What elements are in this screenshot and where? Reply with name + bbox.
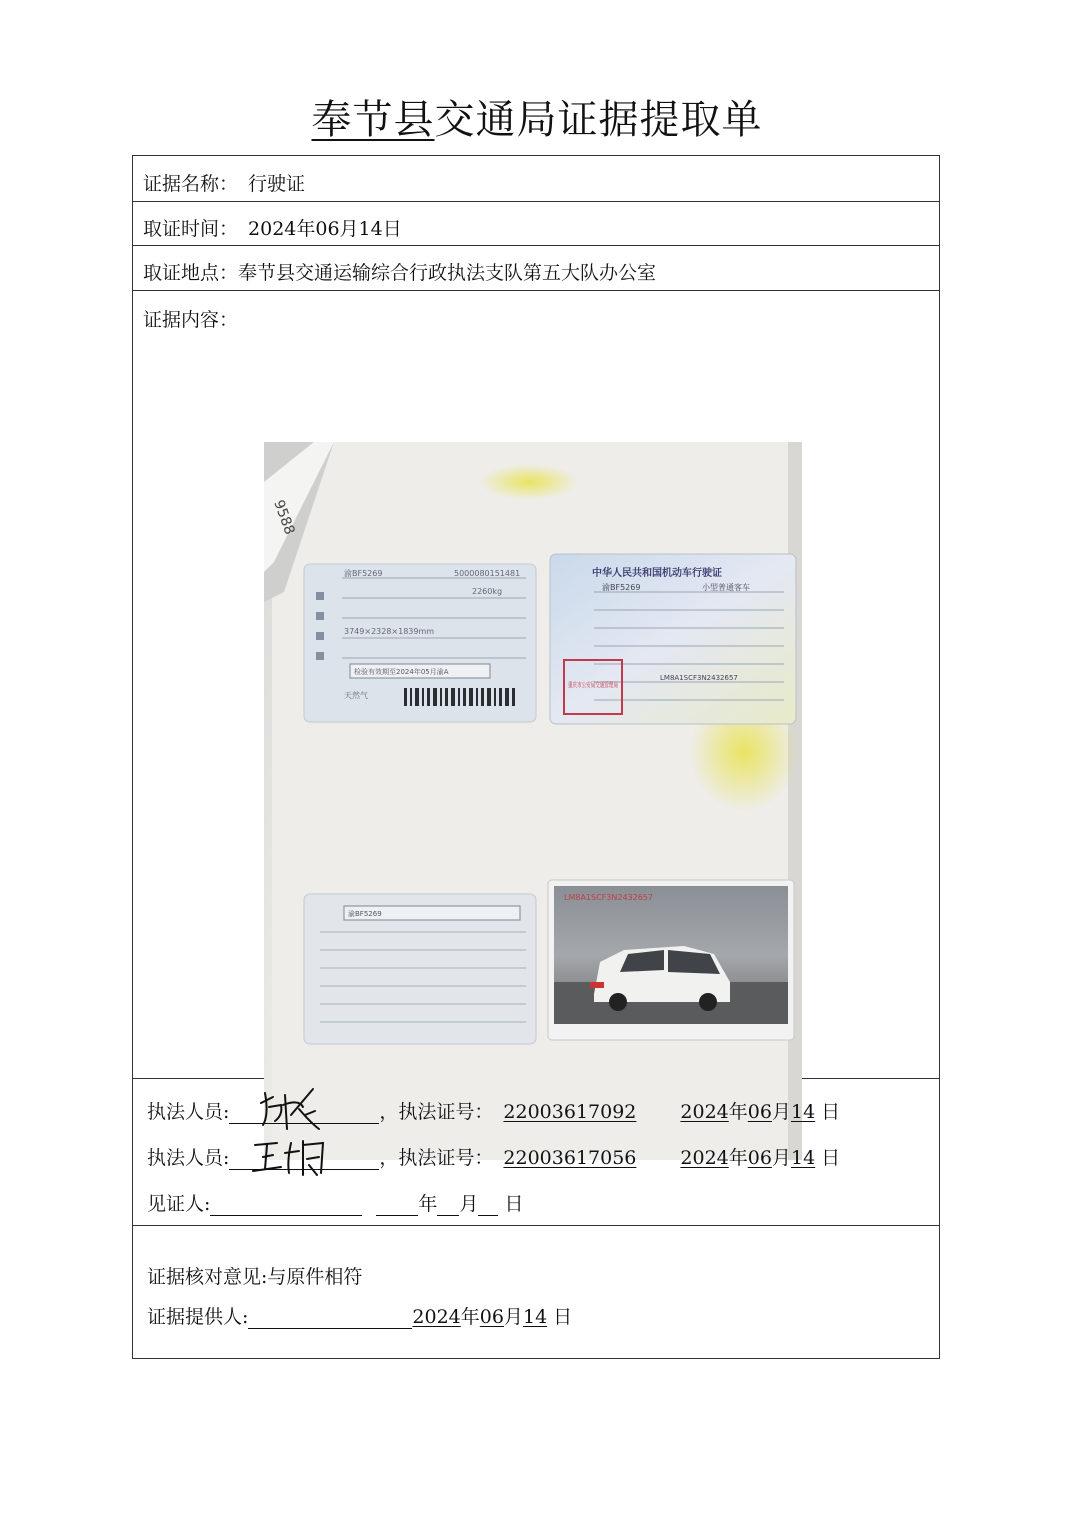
witness-signature-field[interactable] xyxy=(210,1193,362,1216)
officer-1-signature xyxy=(255,1085,327,1133)
svg-text:天然气: 天然气 xyxy=(344,691,368,700)
title-county: 奉节县 xyxy=(311,97,435,143)
officer-2-prefix: 执法人员: xyxy=(147,1147,230,1169)
officer-2-year: 2024 xyxy=(680,1147,729,1169)
evidence-form xyxy=(132,155,940,1359)
witness-prefix: 见证人: xyxy=(147,1193,211,1215)
title-rest: 交通局证据提取单 xyxy=(434,97,763,143)
officer-1-day-unit: 日 xyxy=(821,1101,841,1123)
svg-text:渝BF5269: 渝BF5269 xyxy=(602,583,641,592)
evidence-photo xyxy=(264,442,802,1160)
officer-1-month: 06 xyxy=(747,1101,772,1123)
svg-text:3749×2328×1839mm: 3749×2328×1839mm xyxy=(344,627,435,636)
officer-2-cert-label: ，执法证号： xyxy=(379,1147,494,1169)
provider-year: 2024 xyxy=(412,1306,461,1328)
witness-day-field[interactable] xyxy=(478,1193,498,1216)
provider-day-unit: 日 xyxy=(553,1306,573,1328)
row-officers xyxy=(133,1079,939,1226)
svg-text:小型普通客车: 小型普通客车 xyxy=(702,583,750,592)
officer-2-year-unit: 年 xyxy=(728,1147,748,1169)
row-evidence-place xyxy=(133,246,939,291)
vehicle-photo-card xyxy=(548,880,794,1040)
evidence-content-label: 证据内容： xyxy=(143,309,239,331)
officer-1-cert-number: 22003617092 xyxy=(503,1101,637,1123)
officer-2-month: 06 xyxy=(747,1147,772,1169)
svg-text:重庆市公安局交通管理局: 重庆市公安局交通管理局 xyxy=(568,681,645,689)
officer-2-month-unit: 月 xyxy=(771,1147,791,1169)
witness-day-unit: 日 xyxy=(504,1193,524,1215)
opinion-label: 证据核对意见: xyxy=(147,1266,268,1288)
license-card-back xyxy=(304,564,536,722)
officer-1-month-unit: 月 xyxy=(771,1101,791,1123)
svg-text:中华人民共和国机动车行驶证: 中华人民共和国机动车行驶证 xyxy=(592,568,722,579)
officer-2-signature-line xyxy=(229,1147,379,1170)
officer-1-prefix: 执法人员: xyxy=(147,1101,230,1123)
svg-text:检验有效期至2024年05月渝A: 检验有效期至2024年05月渝A xyxy=(354,668,449,676)
officer-line-1 xyxy=(147,1097,840,1124)
opinion-line xyxy=(147,1262,362,1289)
provider-prefix: 证据提供人: xyxy=(147,1306,249,1328)
evidence-name-label: 证据名称： xyxy=(143,173,239,195)
evidence-time-label: 取证时间： xyxy=(143,218,239,240)
evidence-time-value: 2024年06月14日 xyxy=(248,218,402,240)
officer-1-year-unit: 年 xyxy=(728,1101,748,1123)
svg-text:LM8A1SCF3N2432657: LM8A1SCF3N2432657 xyxy=(660,674,738,682)
svg-text:LM8A1SCF3N2432657: LM8A1SCF3N2432657 xyxy=(564,893,653,902)
page-title xyxy=(0,88,1074,145)
provider-month-unit: 月 xyxy=(503,1306,523,1328)
row-evidence-content xyxy=(133,291,939,1079)
witness-line xyxy=(147,1189,523,1216)
officer-2-signature xyxy=(251,1135,331,1179)
officer-2-cert-number: 22003617056 xyxy=(503,1147,637,1169)
evidence-place-value: 奉节县交通运输综合行政执法支队第五大队办公室 xyxy=(238,262,657,284)
officer-1-cert-label: ，执法证号： xyxy=(379,1101,494,1123)
license-card-blank xyxy=(304,894,536,1044)
svg-text:渝BF5269: 渝BF5269 xyxy=(344,569,383,578)
svg-text:渝BF5269: 渝BF5269 xyxy=(348,910,382,918)
witness-month-field[interactable] xyxy=(437,1193,459,1216)
row-verification xyxy=(133,1226,939,1358)
officer-2-day: 14 xyxy=(790,1147,816,1169)
evidence-place-label: 取证地点： xyxy=(143,262,239,284)
photo-label-number: 9588 xyxy=(270,497,298,537)
row-evidence-time xyxy=(133,202,939,246)
provider-month: 06 xyxy=(479,1306,504,1328)
provider-signature-field[interactable] xyxy=(248,1306,412,1329)
license-card-front xyxy=(550,554,796,724)
witness-month-unit: 月 xyxy=(459,1193,479,1215)
provider-line xyxy=(147,1302,572,1329)
provider-day: 14 xyxy=(522,1306,548,1328)
opinion-value: 与原件相符 xyxy=(267,1266,363,1288)
evidence-name-value: 行驶证 xyxy=(248,173,306,195)
witness-year-unit: 年 xyxy=(418,1193,438,1215)
officer-2-day-unit: 日 xyxy=(821,1147,841,1169)
officer-1-day: 14 xyxy=(790,1101,816,1123)
officer-1-signature-line xyxy=(229,1101,379,1124)
row-evidence-name xyxy=(133,156,939,202)
officer-1-year: 2024 xyxy=(680,1101,729,1123)
witness-year-field[interactable] xyxy=(376,1193,418,1216)
officer-line-2 xyxy=(147,1143,840,1170)
provider-year-unit: 年 xyxy=(460,1306,480,1328)
svg-text:2260kg: 2260kg xyxy=(472,587,503,596)
svg-text:5000080151481: 5000080151481 xyxy=(454,569,521,578)
